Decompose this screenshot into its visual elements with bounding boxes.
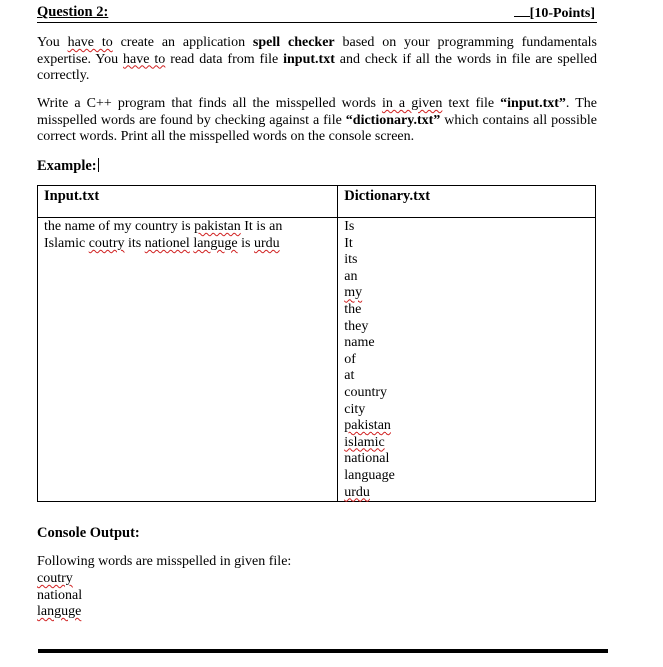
misspelled-word: national	[37, 587, 83, 603]
question-title: Question 2:	[37, 4, 109, 20]
term-spell-checker: spell checker	[252, 35, 335, 50]
term-input-file: input.txt	[283, 51, 335, 67]
misspelled-word: languge	[37, 604, 82, 619]
intro-paragraph: You have to create an application spell checker based on your programming fundamentals expertise. You have to read data from file input.txt and check if all the words in file are spelled correctly.	[37, 35, 598, 83]
dictionary-word: name	[344, 335, 375, 351]
dictionary-word: islamic	[344, 434, 385, 450]
grammar-flag: in a given	[381, 96, 443, 111]
spelling-flag: coutry	[88, 236, 125, 251]
dictionary-word: national	[344, 451, 390, 467]
spelling-flag: pakistan	[194, 219, 241, 234]
dictionary-word: urdu	[344, 484, 370, 500]
dictionary-word: country	[344, 384, 388, 400]
dictionary-word: its	[344, 252, 358, 268]
term-input-file: “input.txt”	[500, 96, 566, 111]
dictionary-word: city	[344, 401, 366, 417]
question-header	[37, 4, 597, 23]
dictionary-word: It	[344, 235, 353, 251]
misspelled-word: coutry	[37, 571, 73, 586]
dictionary-word: an	[344, 268, 358, 284]
example-heading: Example:	[37, 158, 97, 174]
console-output-list	[37, 571, 82, 621]
spelling-flag: nationel	[144, 236, 190, 251]
dictionary-word: Is	[344, 219, 355, 234]
dictionary-word: at	[344, 368, 355, 384]
dictionary-word: my	[344, 285, 363, 301]
question-points: [10-Points]	[514, 4, 595, 22]
dictionary-word: the	[344, 301, 362, 317]
text-cursor	[98, 158, 99, 172]
bottom-divider	[38, 649, 608, 653]
spelling-flag: languge	[193, 236, 238, 251]
dictionary-word: they	[344, 318, 369, 334]
console-output-intro: Following words are misspelled in given file:	[37, 554, 292, 569]
dictionary-list	[344, 218, 589, 501]
spelling-flag: urdu	[254, 236, 280, 251]
term-dictionary-file: “dictionary.txt”	[345, 112, 441, 128]
dictionary-word: language	[344, 467, 395, 483]
dictionary-word: of	[344, 351, 356, 367]
console-output-heading: Console Output:	[37, 525, 140, 541]
example-table	[37, 185, 596, 502]
dictionary-word: pakistan	[344, 418, 391, 434]
input-column-header: Input.txt	[38, 186, 338, 218]
grammar-flag: have to	[67, 35, 113, 50]
dictionary-column-header: Dictionary.txt	[338, 186, 596, 218]
input-text-cell: the name of my country is pakistan It is an Islamic coutry its nationel languge is urdu	[38, 218, 338, 502]
task-paragraph: Write a C++ program that finds all the misspelled words in a given text file “input.txt”. The misspelled words are found by checking against a file “dictionary.txt” which contains all possible correct words. Print all the misspelled words on the console screen.	[37, 96, 597, 144]
dictionary-cell	[338, 218, 596, 502]
grammar-flag: have to	[123, 51, 166, 67]
